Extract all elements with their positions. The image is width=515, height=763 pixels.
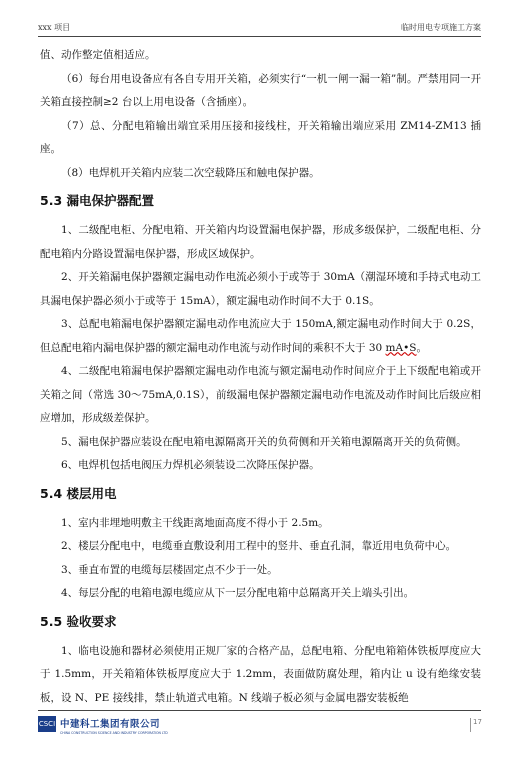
paragraph-text: 。: [416, 341, 427, 354]
page-footer: [38, 710, 481, 744]
paragraph: （7）总、分配电箱输出端宜采用压接和接线柱，开关箱输出端应采用 ZM14-ZM13 插座。: [40, 119, 481, 155]
list-item: 2、楼层分配电中，电缆垂直敷设利用工程中的竖井、垂直孔洞，靠近用电负荷中心。: [61, 540, 457, 552]
spellcheck-underline: mA•S: [385, 341, 417, 354]
paragraph: （6）每台用电设备应有各自专用开关箱，必须实行“一机一闸一漏一箱”制。严禁用同一开关箱直接控制≥2 台以上用电设备（含插座）。: [40, 72, 481, 108]
header-doc-title: 临时用电专项施工方案: [401, 23, 481, 32]
paragraph: 值、动作整定值相适应。: [40, 49, 156, 61]
section-heading-5-3: 5.3 漏电保护器配置: [40, 193, 154, 208]
paragraph: 5、漏电保护器应装设在配电箱电源隔离开关的负荷侧和开关箱电源隔离开关的负荷侧。: [61, 435, 467, 448]
paragraph: 6、电焊机包括电阀压力焊机必须装设二次降压保护器。: [61, 459, 320, 471]
footer-rule: [38, 710, 481, 711]
document-body: [40, 44, 481, 710]
company-name: 中建科工集团有限公司: [60, 719, 161, 730]
page-number: 17: [470, 718, 481, 732]
paragraph: 4、二级配电箱漏电保护器额定漏电动作电流与额定漏电动作时间应介于上下级配电箱或开关箱之间（常选 30～75mA,0.1S），前级漏电保护器额定漏电动作电流及动作时间比后级应相应增加，形成级差保护。: [40, 365, 481, 424]
paragraph: 2、开关箱漏电保护器额定漏电动作电流必须小于或等于 30mA（潮湿环境和手持式电动工具漏电保护器必须小于或等于 15mA），额定漏电动作时间不大于 0.1S。: [40, 271, 481, 307]
list-item: 3、垂直布置的电缆每层楼固定点不少于一处。: [61, 563, 278, 576]
section-heading-5-5: 5.5 验收要求: [40, 613, 117, 629]
list-item: 1、室内非埋地明敷主干线距离地面高度不得小于 2.5m。: [61, 516, 329, 529]
list-item: 4、每层分配的电箱电源电缆应从下一层分配电箱中总隔离开关上端头引出。: [61, 587, 415, 599]
section-heading-5-4: 5.4 楼层用电: [40, 485, 117, 501]
paragraph: 1、二级配电柜、分配电箱、开关箱内均设置漏电保护器，形成多级保护，二级配电柜、分配电箱内分路设置漏电保护器，形成区域保护。: [40, 224, 481, 260]
company-logo-icon: CSCI: [38, 716, 56, 732]
page-header: [38, 20, 481, 37]
company-name-en: CHINA CONSTRUCTION SCIENCE AND INDUSTRY CORPORATION LTD: [60, 731, 168, 735]
paragraph: 1、临电设施和器材必须使用正规厂家的合格产品，总配电箱、分配电箱箱体铁板厚度应大于 1.5mm，开关箱箱体铁板厚度应大于 1.2mm，表面做防腐处理，箱内让 u 设有绝缘安装板，设 N、PE 接线排，禁止轨道式电箱。N 线端子板必须与金属电器安装板绝: [40, 644, 481, 704]
paragraph: [40, 313, 481, 360]
header-project: xxx 项目: [38, 23, 71, 32]
paragraph: （8）电焊机开关箱内应装二次空载降压和触电保护器。: [61, 166, 320, 179]
paragraph-text: 3、总配电箱漏电保护器额定漏电动作电流应大于 150mA,额定漏电动作时间大于 0.2S，但总配电箱内漏电保护器的额定漏电动作电流与动作时间的乘积不大于 30: [40, 318, 481, 354]
